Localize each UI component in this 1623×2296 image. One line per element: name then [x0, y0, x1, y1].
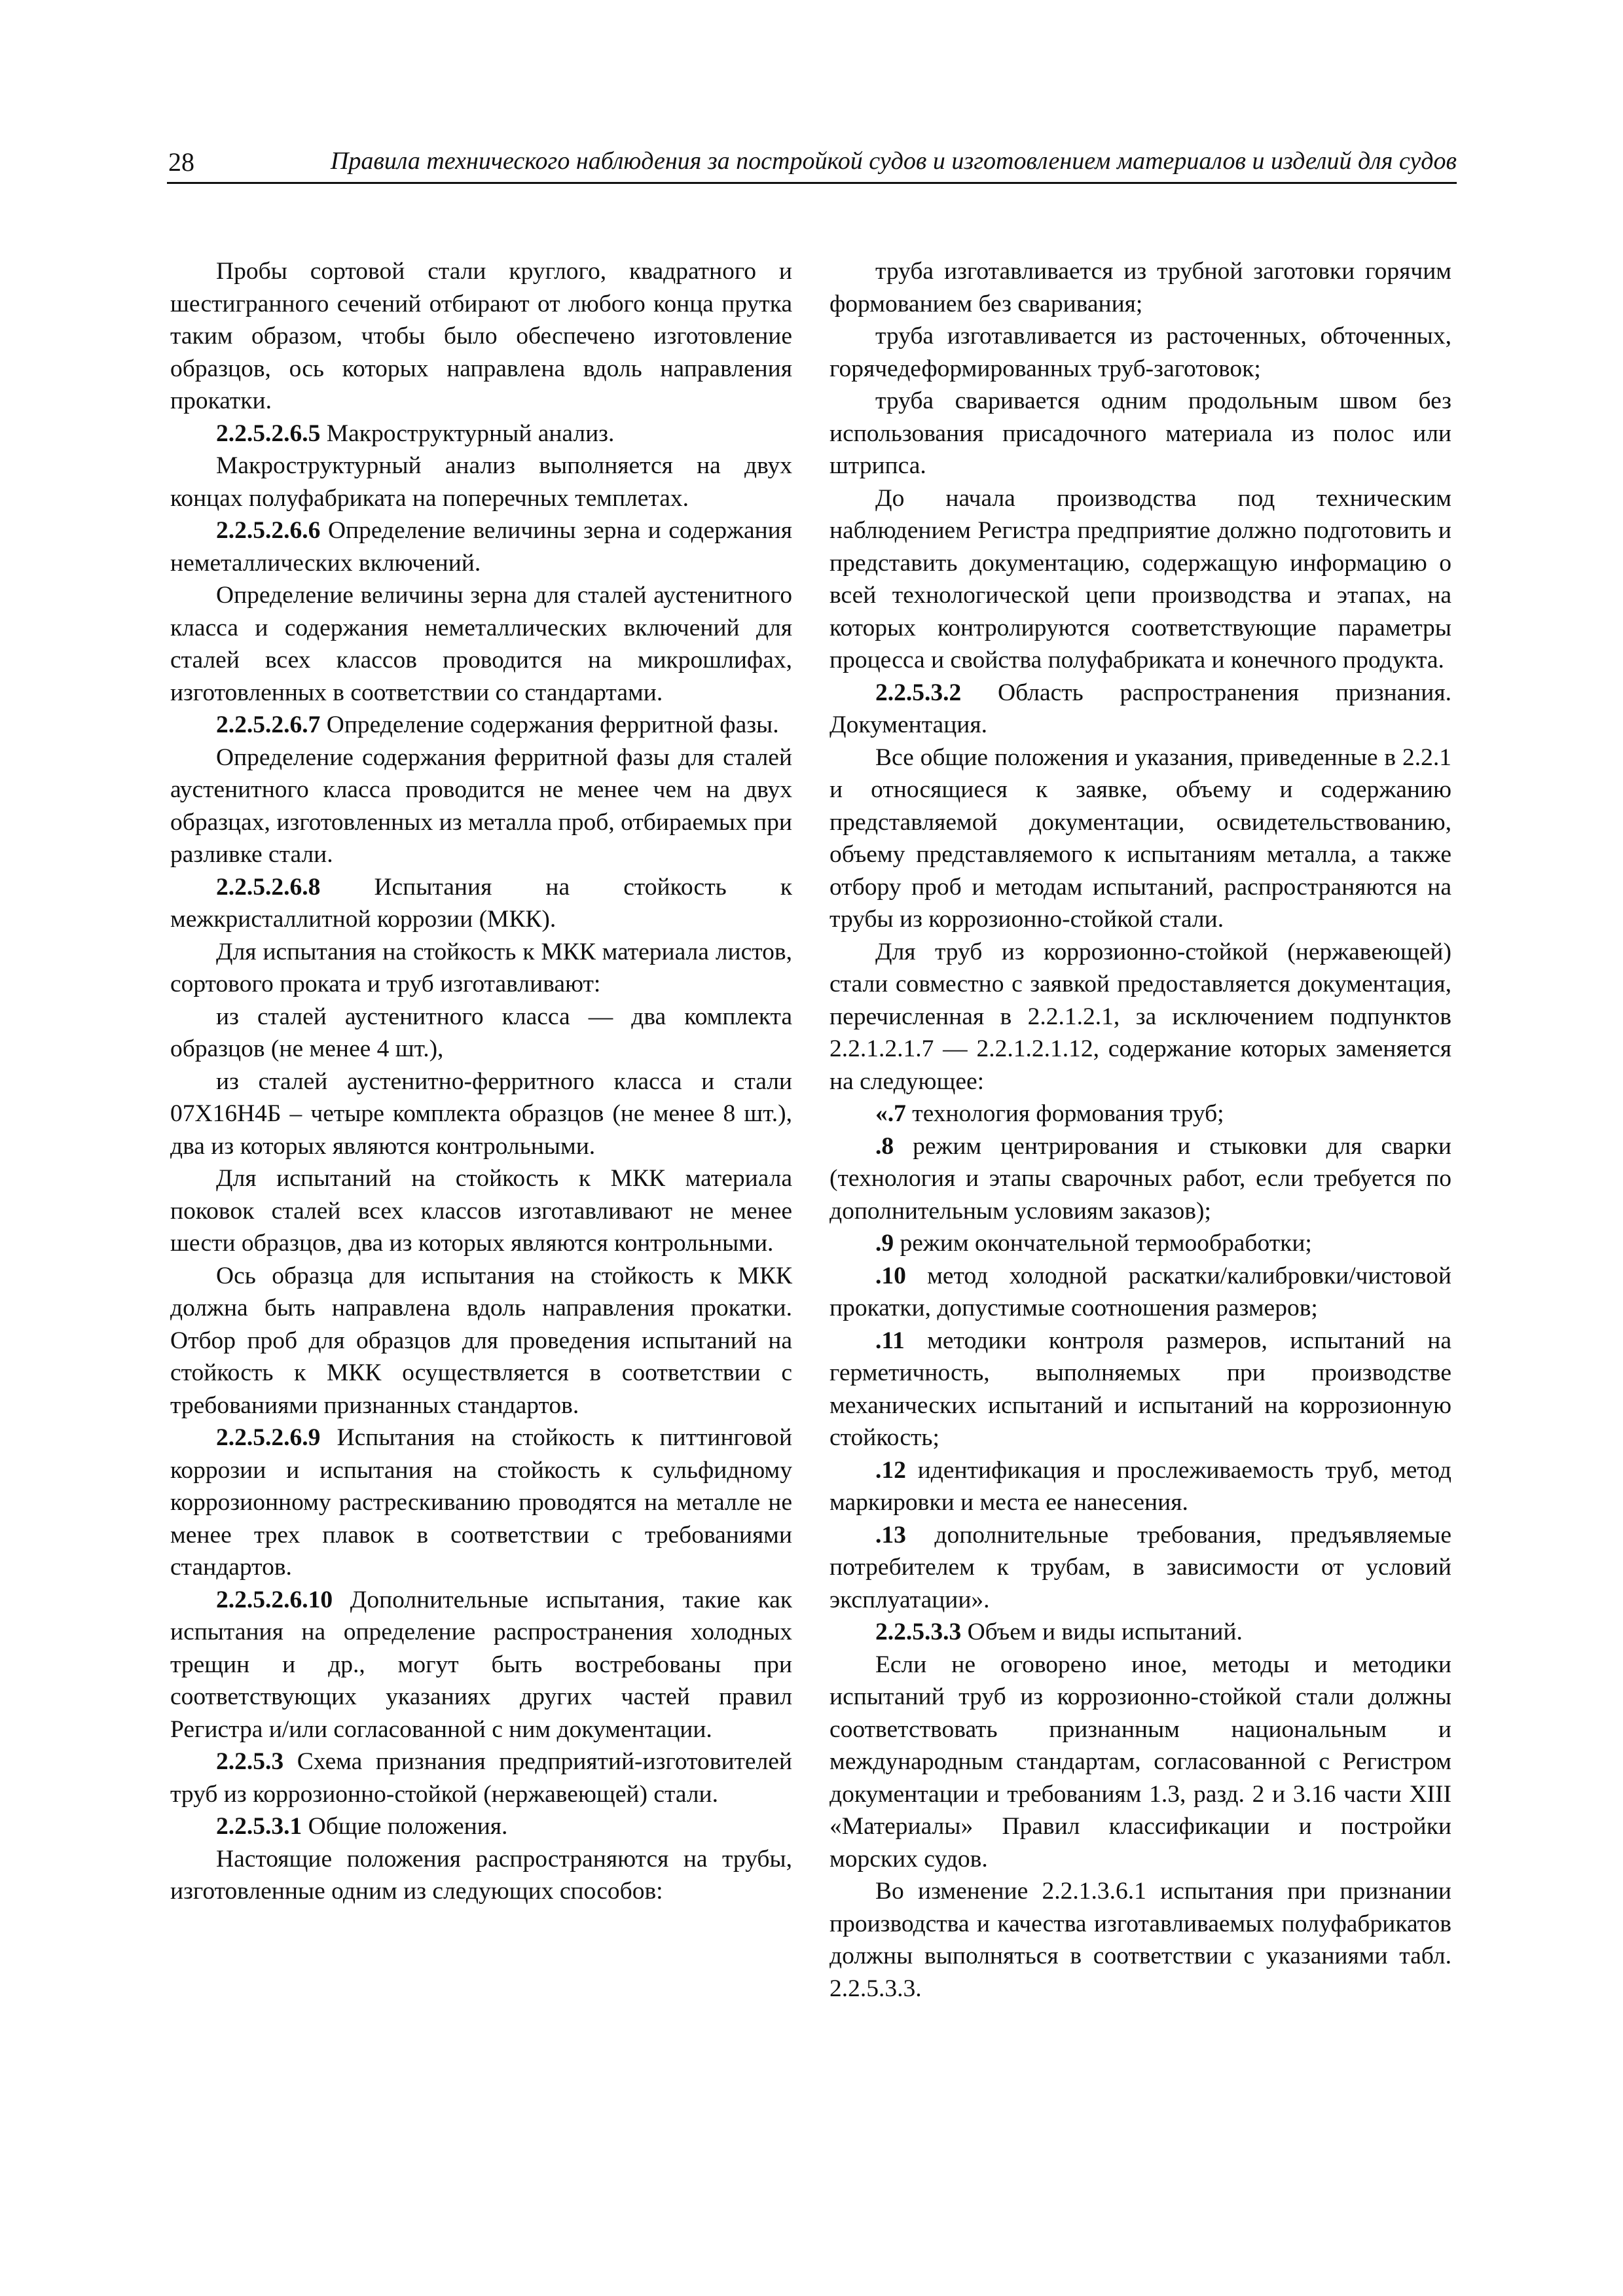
paragraph-text: Пробы сортовой стали круглого, квадратного и шестигранного сечений отбирают от любого конца прутка таким образом, чтобы было обеспечено изготовление образцов, ось которых направлена вдоль направления прокатки. [170, 258, 792, 414]
right-column [830, 255, 1451, 2005]
paragraph-text: режим центрирования и стыковки для сварки (технология и этапы сварочных работ, если требуется по дополнительным условиям заказов); [830, 1132, 1451, 1225]
paragraph-text: методики контроля размеров, испытаний на герметичность, выполняемых при производстве механических испытаний и испытаний на коррозионную стойкость; [830, 1327, 1451, 1451]
paragraph-text: Определение содержания ферритной фазы для сталей аустенитного класса проводится не менее чем на двух образцах, изготовленных из металла проб, отбираемых при разливке стали. [170, 744, 792, 868]
paragraph-text: Определение содержания ферритной фазы. [320, 711, 779, 738]
section-paragraph [830, 1325, 1451, 1454]
body-paragraph [830, 1875, 1451, 2005]
section-number: «.7 [875, 1100, 906, 1127]
paragraph-text: режим окончательной термообработки; [894, 1230, 1312, 1257]
body-paragraph [830, 936, 1451, 1098]
paragraph-text: Макроструктурный анализ. [320, 420, 615, 447]
paragraph-text: Область распространения признания. Документация. [830, 679, 1451, 738]
section-number: 2.2.5.2.6.7 [216, 711, 321, 738]
section-paragraph [170, 1810, 792, 1843]
page-header [167, 145, 1457, 184]
body-paragraph [830, 1649, 1451, 1876]
paragraph-text: Ось образца для испытания на стойкость к МКК должна быть направлена вдоль направления прокатки. Отбор проб для образцов для проведения испытаний на стойкость к МКК осуществляется в соответствии с требованиями признанных стандартов. [170, 1262, 792, 1419]
paragraph-text: Дополнительные испытания, такие как испытания на определение распространения холодных трещин и др., могут быть востребованы при соответствующих указаниях других частей правил Регистра и/или согласованной с ним документации. [170, 1586, 792, 1743]
paragraph-text: До начала производства под техническим наблюдением Регистра предприятие должно подготовить и представить документацию, содержащую информацию о всей технологической цепи производства и этапах, на которых контролируются соответствующие параметры процесса и свойства полуфабриката и конечного продукта. [830, 484, 1451, 673]
paragraph-text: идентификация и прослеживаемость труб, метод маркировки и места ее нанесения. [830, 1456, 1451, 1516]
left-column [170, 255, 792, 1908]
body-paragraph [830, 742, 1451, 936]
body-paragraph [170, 742, 792, 871]
body-paragraph [170, 450, 792, 514]
section-paragraph [830, 1616, 1451, 1649]
section-paragraph [170, 1746, 792, 1810]
section-paragraph [830, 1454, 1451, 1519]
body-paragraph [170, 579, 792, 709]
paragraph-text: Все общие положения и указания, приведенные в 2.2.1 и относящиеся к заявке, объему и содержанию представляемой документации, освидетельствованию, объему представляемого к испытаниям металла, а также отбору проб и методам испытаний, распространяются на трубы из коррозионно-стойкой стали. [830, 744, 1451, 933]
paragraph-text: труба изготавливается из трубной заготовки горячим формованием без сваривания; [830, 258, 1451, 317]
section-paragraph [170, 418, 792, 450]
paragraph-text: Макроструктурный анализ выполняется на двух концах полуфабриката на поперечных темплетах. [170, 452, 792, 512]
section-number: 2.2.5.3.3 [875, 1619, 962, 1645]
body-paragraph [830, 482, 1451, 677]
section-number: 2.2.5.2.6.10 [216, 1586, 333, 1613]
body-paragraph [830, 255, 1451, 320]
body-paragraph [170, 1066, 792, 1163]
paragraph-text: Для испытаний на стойкость к МКК материала поковок сталей всех классов изготавливают не менее шести образцов, два из которых являются контрольными. [170, 1165, 792, 1257]
body-paragraph [170, 1260, 792, 1422]
section-paragraph [170, 1584, 792, 1746]
section-number: 2.2.5.2.6.5 [216, 420, 321, 447]
section-number: 2.2.5.2.6.6 [216, 517, 321, 544]
paragraph-text: Схема признания предприятий-изготовителей труб из коррозионно-стойкой (нержавеющей) стали. [170, 1748, 792, 1808]
section-paragraph [830, 1130, 1451, 1228]
section-number: .11 [875, 1327, 905, 1354]
body-paragraph [170, 1162, 792, 1260]
paragraph-text: труба изготавливается из расточенных, обточенных, горячедеформированных труб-заготовок; [830, 323, 1451, 382]
section-number: 2.2.5.3.2 [875, 679, 962, 706]
paragraph-text: дополнительные требования, предъявляемые потребителем к трубам, в зависимости от условий эксплуатации». [830, 1521, 1451, 1613]
paragraph-text: Во изменение 2.2.1.3.6.1 испытания при признании производства и качества изготавливаемых полуфабрикатов должны выполняться в соответствии с указаниями табл. 2.2.5.3.3. [830, 1878, 1451, 2002]
body-paragraph [830, 320, 1451, 385]
section-paragraph [830, 1227, 1451, 1260]
paragraph-text: Испытания на стойкость к питтинговой коррозии и испытания на стойкость к сульфидному коррозионному растрескиванию проводятся на металле не менее трех плавок в соответствии с требованиями стандартов. [170, 1424, 792, 1581]
section-number: 2.2.5.3.1 [216, 1813, 302, 1840]
paragraph-text: из сталей аустенитного класса — два комплекта образцов (не менее 4 шт.), [170, 1003, 792, 1062]
section-number: 2.2.5.3 [216, 1748, 284, 1775]
section-number: .12 [875, 1456, 906, 1484]
paragraph-text: Испытания на стойкость к межкристаллитной коррозии (МКК). [170, 873, 792, 933]
section-paragraph [830, 1519, 1451, 1617]
page-number: 28 [168, 147, 194, 177]
section-paragraph [170, 871, 792, 936]
section-number: .8 [875, 1132, 894, 1160]
running-title: Правила технического наблюдения за постройкой судов и изготовлением материалов и изделий для судов [330, 147, 1457, 175]
paragraph-text: Если не оговорено иное, методы и методики испытаний труб из коррозионно-стойкой стали должны соответствовать признанным национальным и международным стандартам, согласованной с Регистром документации и требованиям 1.3, разд. 2 и 3.16 части XIII «Материалы» Правил классификации и постройки морских судов. [830, 1651, 1451, 1873]
section-paragraph [830, 677, 1451, 742]
section-paragraph [170, 709, 792, 742]
paragraph-text: Определение величины зерна и содержания неметаллических включений. [170, 517, 792, 577]
paragraph-text: Для испытания на стойкость к МКК материала листов, сортового проката и труб изготавливают: [170, 938, 792, 997]
body-paragraph [170, 255, 792, 418]
paragraph-text: метод холодной раскатки/калибровки/чистовой прокатки, допустимые соотношения размеров; [830, 1262, 1451, 1321]
body-paragraph [170, 1843, 792, 1908]
paragraph-text: труба сваривается одним продольным швом без использования присадочного материала из полос или штрипса. [830, 387, 1451, 479]
paragraph-text: Общие положения. [302, 1813, 508, 1840]
section-number: 2.2.5.2.6.9 [216, 1424, 321, 1451]
section-number: .9 [875, 1230, 894, 1257]
section-paragraph [830, 1098, 1451, 1130]
section-paragraph [830, 1260, 1451, 1325]
paragraph-text: Определение величины зерна для сталей аустенитного класса и содержания неметаллических включений для сталей всех классов проводится на микрошлифах, изготовленных в соответствии со стандартами. [170, 582, 792, 706]
paragraph-text: Настоящие положения распространяются на трубы, изготовленные одним из следующих способов: [170, 1845, 792, 1905]
paragraph-text: Для труб из коррозионно-стойкой (нержавеющей) стали совместно с заявкой предоставляется документация, перечисленная в 2.2.1.2.1, за исключением подпунктов 2.2.1.2.1.7 — 2.2.1.2.1.12, содержание которых заменяется на следующее: [830, 938, 1451, 1095]
section-number: .10 [875, 1262, 906, 1289]
body-paragraph [170, 1001, 792, 1066]
section-paragraph [170, 1422, 792, 1584]
body-paragraph [830, 385, 1451, 482]
section-number: 2.2.5.2.6.8 [216, 873, 321, 901]
section-paragraph [170, 514, 792, 579]
paragraph-text: Объем и виды испытаний. [961, 1619, 1243, 1645]
paragraph-text: из сталей аустенитно-ферритного класса и стали 07Х16Н4Б – четыре комплекта образцов (не менее 8 шт.), два из которых являются контрольными. [170, 1067, 792, 1160]
body-paragraph [170, 936, 792, 1001]
paragraph-text: технология формования труб; [905, 1100, 1224, 1127]
section-number: .13 [875, 1521, 906, 1549]
